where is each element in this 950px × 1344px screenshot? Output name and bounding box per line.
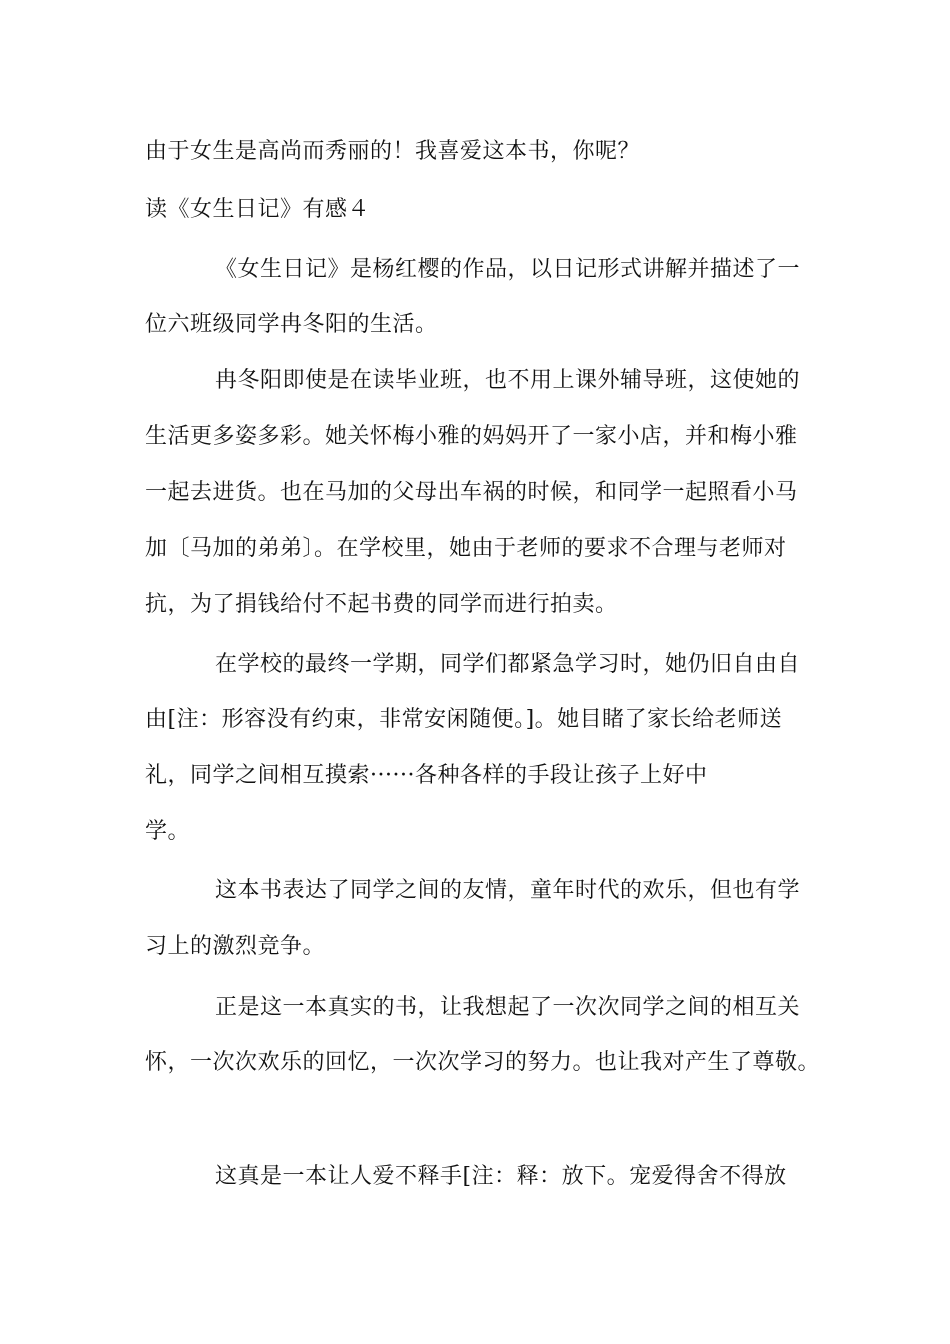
text-line-4: 位六班级同学冉冬阳的生活。 [145,312,438,337]
text-line-6: 生活更多姿多彩。她关怀梅小雅的妈妈开了一家小店，并和梅小雅 [145,424,798,449]
text-line-10: 在学校的最终一学期，同学们都紧急学习时，她仍旧自由自 [215,652,801,677]
text-line-7: 一起去进货。也在马加的父母出车祸的时候，和同学一起照看小马 [145,480,798,505]
text-line-13: 学。 [145,819,191,844]
text-line-18: 这真是一本让人爱不释手[注：释：放下。宠爱得舍不得放 [215,1164,787,1189]
text-line-8: 加〔马加的弟弟〕。在学校里，她由于老师的要求不合理与老师对 [145,536,787,561]
text-line-16: 正是这一本真实的书，让我想起了一次次同学之间的相互关 [215,995,801,1020]
text-line-15: 习上的激烈竞争。 [145,934,326,959]
text-line-14: 这本书表达了同学之间的友情，童年时代的欢乐，但也有学 [215,878,801,903]
text-line-9: 抗，为了捐钱给付不起书费的同学而进行拍卖。 [145,592,618,617]
text-line-11: 由[注：形容没有约束，非常安闲随便。]。她目睹了家长给老师送 [145,707,783,732]
text-line-17: 怀，一次次欢乐的回忆，一次次学习的努力。也让我对产生了尊敬。 [145,1050,821,1075]
text-line-12: 礼，同学之间相互摸索······各种各样的手段让孩子上好中 [145,763,708,788]
text-line-1: 由于女生是高尚而秀丽的！我喜爱这本书，你呢？ [145,139,641,164]
section-heading: 读《女生日记》有感４ [145,197,371,222]
text-line-3: 《女生日记》是杨红樱的作品，以日记形式讲解并描述了一 [215,257,801,282]
text-line-5: 冉冬阳即使是在读毕业班，也不用上课外辅导班，这使她的 [215,368,801,393]
